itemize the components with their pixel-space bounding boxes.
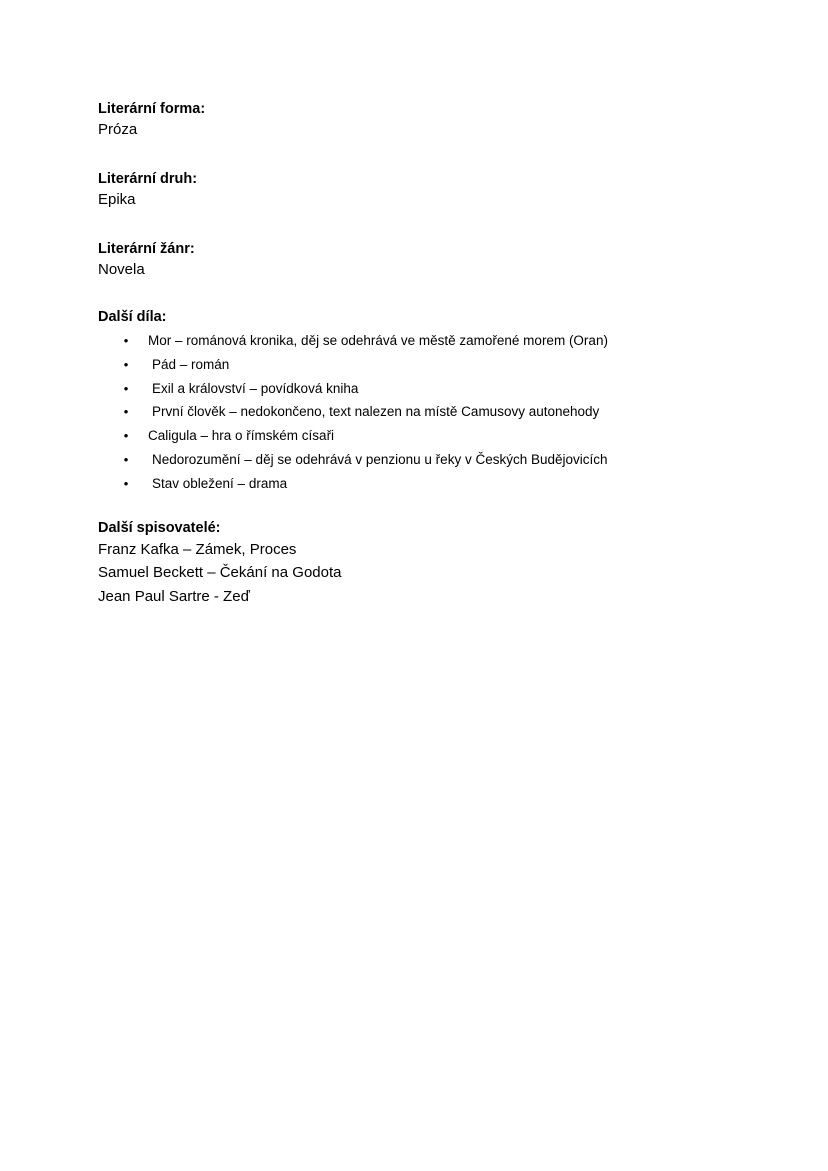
spacer <box>98 211 738 239</box>
list-item <box>98 353 738 377</box>
literary-genre-value: Novela <box>98 261 145 278</box>
writer-line: Franz Kafka – Zámek, Proces <box>98 540 297 558</box>
list-item <box>98 448 738 472</box>
bullet-icon: • <box>123 451 129 467</box>
writer-line: Samuel Beckett – Čekání na Godota <box>98 564 342 582</box>
literary-form-heading: Literární forma: <box>98 101 206 117</box>
literary-form-value: Próza <box>98 121 138 138</box>
bullet-icon: • <box>123 475 129 491</box>
literary-genre-section <box>98 239 738 281</box>
literary-kind-value: Epika <box>98 191 136 208</box>
bullet-icon: • <box>123 428 129 444</box>
list-item-text: Stav obležení – drama <box>152 475 288 491</box>
other-works-section <box>98 307 738 496</box>
spacer <box>98 496 738 518</box>
other-writers-section <box>98 518 738 609</box>
other-works-heading: Další díla: <box>98 309 167 325</box>
bullet-icon: • <box>123 380 129 396</box>
literary-genre-heading: Literární žánr: <box>98 241 195 257</box>
list-item <box>98 400 738 424</box>
list-item-text: Caligula – hra o římském císaři <box>148 428 335 444</box>
spacer <box>98 141 738 169</box>
literary-kind-section <box>98 169 738 211</box>
literary-kind-heading: Literární druh: <box>98 171 198 187</box>
other-works-list <box>98 329 738 496</box>
document-content <box>98 99 738 608</box>
list-item-text: Nedorozumění – děj se odehrává v penzionu u řeky v Českých Budějovicích <box>152 451 608 467</box>
bullet-icon: • <box>123 333 129 348</box>
list-item <box>98 329 738 353</box>
list-item <box>98 472 738 496</box>
bullet-icon: • <box>123 404 129 420</box>
bullet-icon: • <box>123 356 129 372</box>
list-item-text: Mor – románová kronika, děj se odehrává ve městě zamořené morem (Oran) <box>148 333 608 348</box>
literary-form-section <box>98 99 738 141</box>
list-item <box>98 424 738 448</box>
other-writers-heading: Další spisovatelé: <box>98 519 221 536</box>
spacer <box>98 281 738 307</box>
writer-line: Jean Paul Sartre - Zeď <box>98 587 250 605</box>
list-item-text: Pád – román <box>152 356 230 372</box>
list-item-text: První člověk – nedokončeno, text nalezen na místě Camusovy autonehody <box>152 404 600 420</box>
list-item <box>98 377 738 401</box>
list-item-text: Exil a království – povídková kniha <box>152 380 359 396</box>
